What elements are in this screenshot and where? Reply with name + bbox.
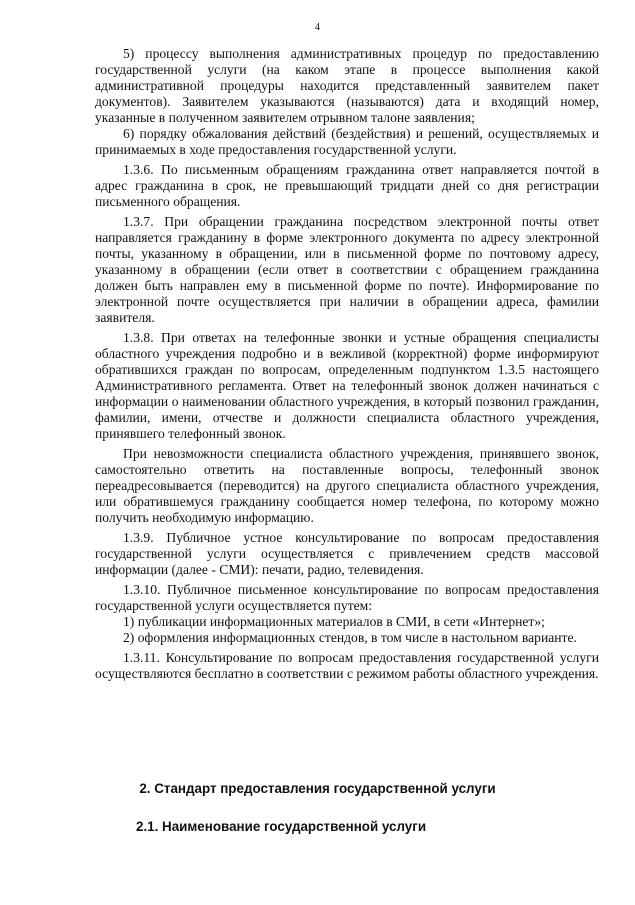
paragraph-phone-redirect: При невозможности специалиста областного учреждения, принявшего звонок, самостоятельно ответить на поставленные вопросы, телефонный звонок переадресовывается (переводится) на другого специалиста областного учреждения, или обратившемуся гражданину сообщается номер телефона, по которому можно получить необходимую информацию.	[95, 446, 599, 525]
subsection-heading: 2.1. Наименование государственной услуги	[136, 819, 427, 834]
paragraph-1-3-7: 1.3.7. При обращении гражданина посредством электронной почты ответ направляется гражданину в форме электронного документа по адресу электронной почты, указанному в обращении, или в письменной форме по почтовому адресу, указанному в обращении (если ответ в соответствии с обращением гражданина должен быть направлен ему в письменной форме по почте). Информирование по электронной почте осуществляется при наличии в обращении адреса, фамилии заявителя.	[95, 214, 599, 325]
paragraph-item-6: 6) порядку обжалования действий (бездействия) и решений, осуществляемых и принимаемых в ходе предоставления государственной услуги.	[95, 126, 599, 157]
paragraph-1-3-8: 1.3.8. При ответах на телефонные звонки и устные обращения специалисты областного учреждения подробно и в вежливой (корректной) форме информируют обратившихся граждан по вопросам, определенным подпунктом 1.3.5 настоящего Административного регламента. Ответ на телефонный звонок должен начинаться с информации о наименовании областного учреждения, в который позвонил гражданин, фамилии, имени, отчестве и должности специалиста областного учреждения, принявшего телефонный звонок.	[95, 330, 599, 441]
document-body	[95, 46, 599, 682]
paragraph-list-item-2: 2) оформления информационных стендов, в том числе в настольном варианте.	[123, 630, 577, 645]
paragraph-1-3-10: 1.3.10. Публичное письменное консультирование по вопросам предоставления государственной услуги осуществляется путем:	[95, 582, 599, 613]
paragraph-list-item-1: 1) публикации информационных материалов в СМИ, в сети «Интернет»;	[123, 614, 545, 629]
paragraph-1-3-11: 1.3.11. Консультирование по вопросам предоставления государственной услуги осуществляются бесплатно в соответствии с режимом работы областного учреждения.	[95, 650, 599, 681]
page-number: 4	[315, 22, 320, 33]
paragraph-1-3-6: 1.3.6. По письменным обращениям гражданина ответ направляется почтой в адрес гражданина в срок, не превышающий тридцати дней со дня регистрации письменного обращения.	[95, 162, 599, 209]
paragraph-item-5: 5) процессу выполнения административных процедур по предоставлению государственной услуги (на каком этапе в процессе выполнения какой административной процедуры находится представленный заявителем пакет документов). Заявителем указываются (называются) дата и входящий номер, указанные в полученном заявителем отрывном талоне заявления;	[95, 46, 599, 125]
section-heading: 2. Стандарт предоставления государственной услуги	[139, 781, 496, 796]
paragraph-1-3-9: 1.3.9. Публичное устное консультирование по вопросам предоставления государственной услуги осуществляется с привлечением средств массовой информации (далее - СМИ): печати, радио, телевидения.	[95, 530, 599, 577]
